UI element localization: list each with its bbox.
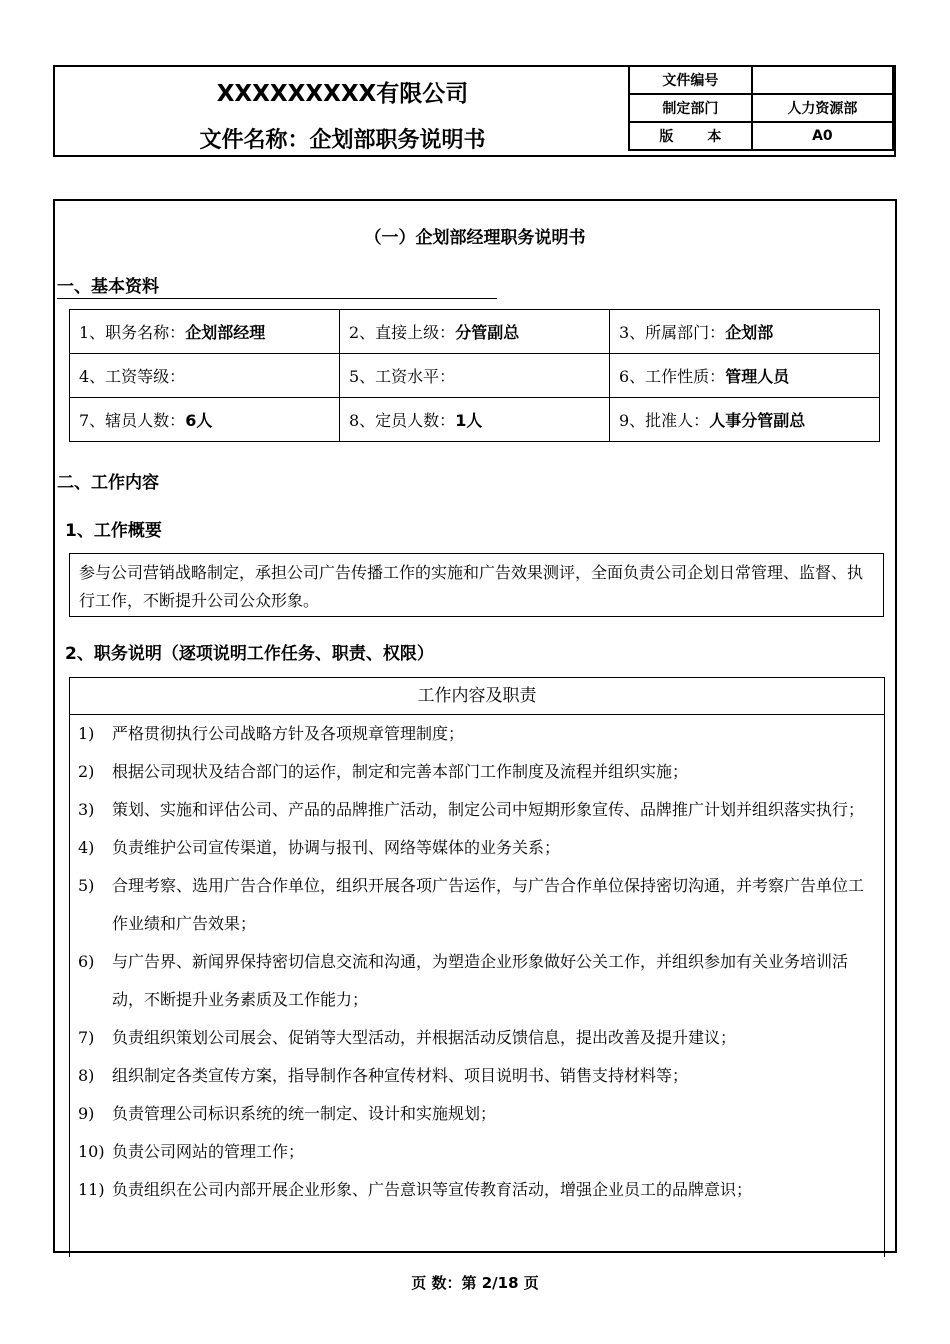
duty-text: 组织制定各类宣传方案，指导制作各种宣传材料、项目说明书、销售支持材料等；: [112, 1066, 689, 1085]
page-footer: 页 数：第 2/18 页: [411, 1274, 539, 1292]
department-label: 制定部门: [629, 94, 752, 122]
duty-text: 策划、实施和评估公司、产品的品牌推广活动，制定公司中短期形象宣传、品牌推广计划并组织落实执行；: [112, 800, 865, 819]
duty-text: 根据公司现状及结合部门的运作，制定和完善本部门工作制度及流程并组织实施；: [112, 762, 689, 781]
info-cell: 6、工作性质：管理人员: [610, 354, 880, 398]
work-overview-heading: 1、工作概要: [65, 521, 162, 541]
document-title: （一）企划部经理职务说明书: [364, 228, 586, 248]
duty-item: [70, 1057, 884, 1095]
file-number-label: 文件编号: [629, 66, 752, 94]
version-value: A0: [752, 122, 893, 150]
duty-text: 负责公司网站的管理工作；: [112, 1142, 305, 1161]
duty-item: [70, 1019, 884, 1057]
info-cell: 7、辖员人数：6人: [70, 398, 340, 442]
department-value: 人力资源部: [752, 94, 893, 122]
duty-number: 1): [78, 724, 95, 743]
duties-heading: 2、职务说明（逐项说明工作任务、职责、权限）: [65, 644, 434, 664]
duty-item: [70, 715, 884, 753]
duty-number: 2): [78, 762, 95, 781]
info-cell: 1、职务名称：企划部经理: [70, 310, 340, 354]
duty-item: [70, 1171, 884, 1209]
info-cell: 2、直接上级：分管副总: [340, 310, 610, 354]
duty-number: 5): [78, 876, 95, 895]
duty-text: 负责组织在公司内部开展企业形象、广告意识等宣传教育活动，增强企业员工的品牌意识；: [112, 1180, 753, 1199]
basic-info-table: [69, 309, 880, 442]
duties-list: [70, 715, 884, 1209]
duty-item: [70, 753, 884, 791]
document-name: 文件名称：企划部职务说明书: [199, 128, 486, 153]
duty-text: 与广告界、新闻界保持密切信息交流和沟通，为塑造企业形象做好公关工作，并组织参加有关业务培训活动，不断提升业务素质及工作能力；: [112, 952, 849, 1009]
duty-text: 负责组织策划公司展会、促销等大型活动，并根据活动反馈信息，提出改善及提升建议；: [112, 1028, 737, 1047]
duty-number: 4): [78, 838, 95, 857]
header-meta-table: [628, 65, 894, 151]
version-label: 版 本: [629, 122, 752, 150]
page-bottom-border: [53, 1251, 897, 1253]
info-cell: 9、批准人：人事分管副总: [610, 398, 880, 442]
duties-table: [69, 677, 885, 1257]
work-overview-text: 参与公司营销战略制定，承担公司广告传播工作的实施和广告效果测评，全面负责公司企划日常管理、监督、执行工作，不断提升公司公众形象。: [69, 553, 884, 617]
duty-text: 严格贯彻执行公司战略方针及各项规章管理制度；: [112, 724, 465, 743]
section-work-content-heading: 二、工作内容: [57, 473, 159, 493]
duty-text: 合理考察、选用广告合作单位，组织开展各项广告运作，与广告合作单位保持密切沟通，并考察广告单位工作业绩和广告效果；: [112, 876, 865, 933]
job-description-body: [53, 199, 897, 1252]
duty-text: 负责管理公司标识系统的统一制定、设计和实施规划；: [112, 1104, 497, 1123]
duty-text: 负责维护公司宣传渠道，协调与报刊、网络等媒体的业务关系；: [112, 838, 561, 857]
document-header: [53, 65, 896, 157]
company-name: XXXXXXXXX有限公司: [216, 81, 469, 107]
duty-number: 11): [78, 1180, 105, 1199]
duty-number: 9): [78, 1104, 95, 1123]
file-number-value: [752, 66, 893, 94]
info-cell: 8、定员人数：1人: [340, 398, 610, 442]
info-cell: 4、工资等级：: [70, 354, 340, 398]
duty-number: 7): [78, 1028, 95, 1047]
duty-item: [70, 1133, 884, 1171]
section-basic-info-heading: 一、基本资料: [57, 272, 497, 299]
info-cell: 3、所属部门：企划部: [610, 310, 880, 354]
duty-number: 6): [78, 952, 95, 971]
duty-item: [70, 867, 884, 943]
duties-table-header: 工作内容及职责: [70, 678, 884, 715]
duty-item: [70, 791, 884, 829]
duty-item: [70, 829, 884, 867]
info-cell: 5、工资水平：: [340, 354, 610, 398]
duty-number: 10): [78, 1142, 105, 1161]
duty-item: [70, 943, 884, 1019]
duty-number: 8): [78, 1066, 95, 1085]
duty-number: 3): [78, 800, 95, 819]
duty-item: [70, 1095, 884, 1133]
